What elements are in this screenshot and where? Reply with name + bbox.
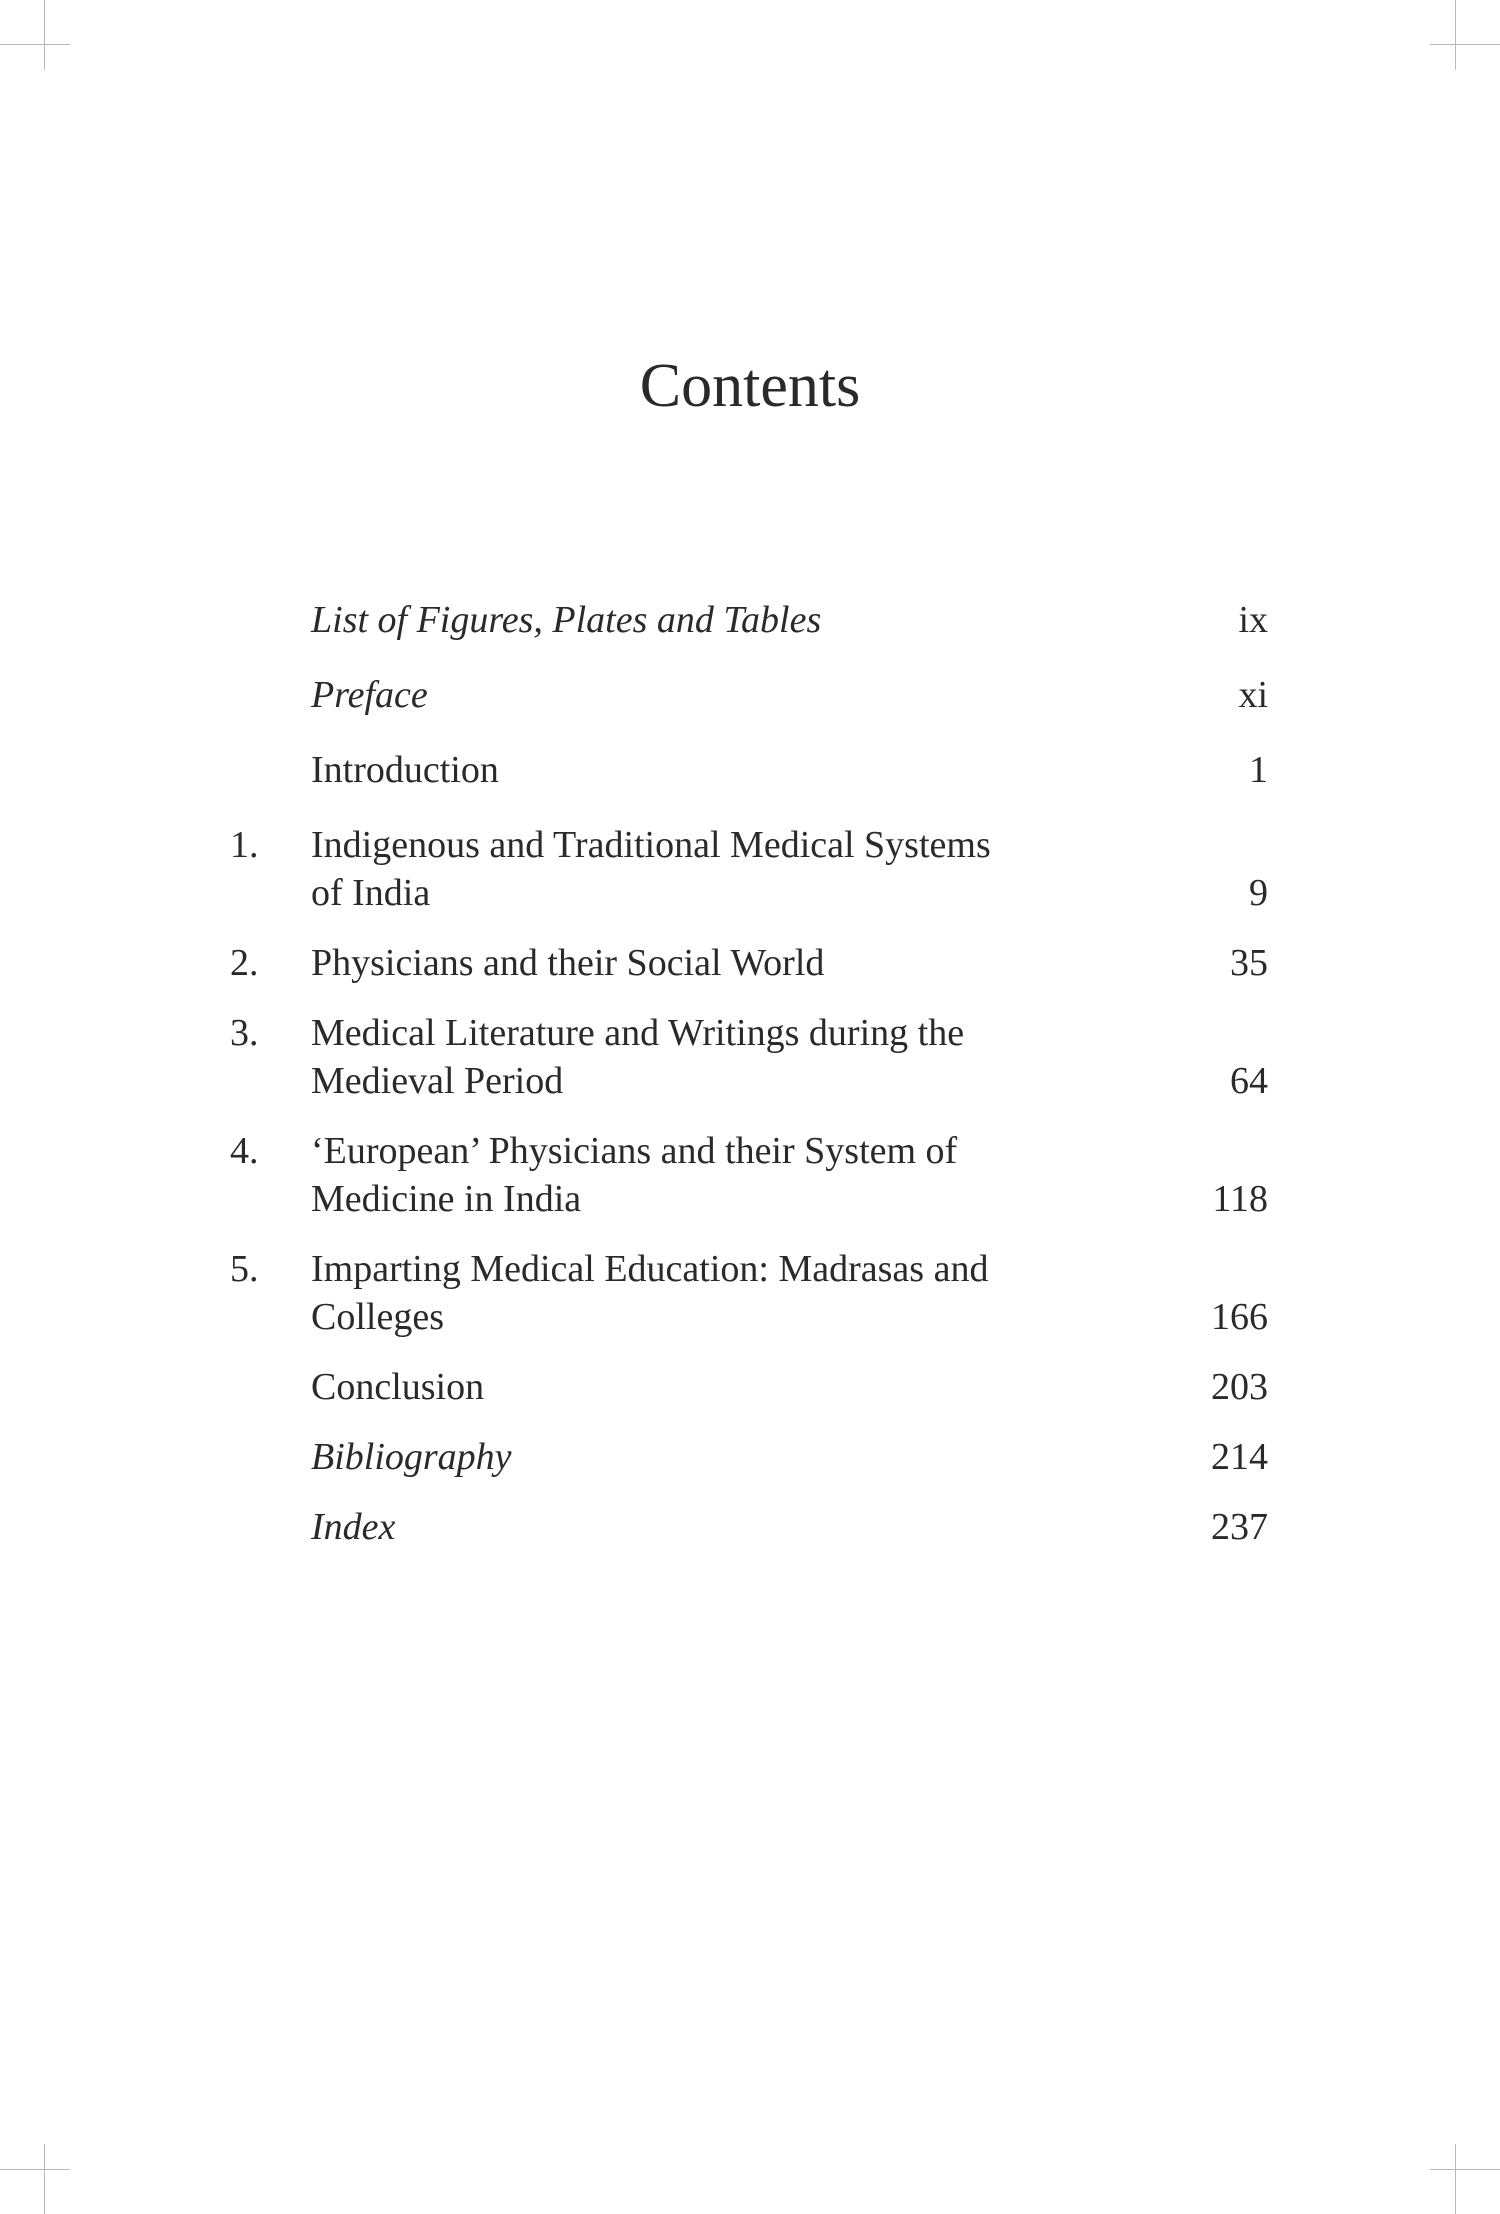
crop-mark [1455, 2144, 1456, 2214]
toc-entry-page-number: 214 [1211, 1436, 1268, 1478]
toc-entry-number: 5. [230, 1248, 259, 1290]
toc-entry-title-line: Colleges [311, 1296, 444, 1338]
toc-entry [230, 821, 1268, 917]
table-of-contents [230, 596, 1268, 1551]
toc-entry [230, 1433, 1268, 1481]
toc-entry-title-line: Conclusion [311, 1366, 485, 1408]
toc-entry-page-number: 237 [1211, 1506, 1268, 1548]
toc-entry-title-line: ‘European’ Physicians and their System of [311, 1130, 958, 1172]
toc-entry-title-line: Medicine in India [311, 1178, 582, 1220]
crop-mark [1455, 0, 1456, 70]
toc-entry-page-number: 203 [1211, 1366, 1268, 1408]
toc-entry-title [311, 1127, 1091, 1223]
toc-entry [230, 1245, 1268, 1341]
toc-entry-page-number: 35 [1230, 942, 1268, 984]
toc-entry-title-line: Medical Literature and Writings during the [311, 1012, 965, 1054]
crop-mark [44, 0, 45, 70]
toc-entry-title [311, 1503, 1091, 1551]
toc-entry-title-line: Introduction [311, 749, 499, 791]
toc-entry-title-line: of India [311, 872, 431, 914]
toc-entry-page-number: 166 [1211, 1296, 1268, 1338]
page-title: Contents [639, 352, 861, 420]
crop-mark [1430, 2169, 1500, 2170]
toc-entry-title [311, 1245, 1091, 1341]
toc-entry-number: 1. [230, 824, 259, 866]
toc-entry-title [311, 1009, 1091, 1105]
toc-entry-title-line: Preface [311, 674, 428, 716]
toc-entry [230, 596, 1268, 644]
toc-entry [230, 746, 1268, 794]
toc-entry-title-line: List of Figures, Plates and Tables [311, 599, 822, 641]
toc-entry-title [311, 939, 1091, 987]
toc-entry [230, 939, 1268, 987]
toc-entry-page-number: 9 [1249, 872, 1268, 914]
toc-entry-title-line: Indigenous and Traditional Medical Systems [311, 824, 991, 866]
toc-entry [230, 1009, 1268, 1105]
toc-entry-title [311, 1433, 1091, 1481]
toc-entry-title-line: Medieval Period [311, 1060, 564, 1102]
toc-entry-page-number: 1 [1249, 749, 1268, 791]
toc-entry [230, 1503, 1268, 1551]
crop-mark [0, 44, 70, 45]
toc-entry-page-number: ix [1238, 599, 1268, 641]
toc-entry-title [311, 821, 1091, 917]
toc-entry [230, 1363, 1268, 1411]
toc-entry-title-line: Bibliography [311, 1436, 512, 1478]
toc-entry-title-line: Index [311, 1506, 396, 1548]
toc-entry-title [311, 671, 1091, 719]
crop-mark [1430, 44, 1500, 45]
toc-entry-title-line: Physicians and their Social World [311, 942, 825, 984]
toc-entry-page-number: 64 [1230, 1060, 1268, 1102]
toc-entry-number: 4. [230, 1130, 259, 1172]
toc-entry-page-number: xi [1238, 674, 1268, 716]
toc-entry-title-line: Imparting Medical Education: Madrasas and [311, 1248, 989, 1290]
toc-entry-page-number: 118 [1212, 1178, 1268, 1220]
toc-entry-number: 3. [230, 1012, 259, 1054]
toc-entry-title [311, 596, 1091, 644]
crop-mark [44, 2144, 45, 2214]
toc-entry [230, 671, 1268, 719]
toc-entry-number: 2. [230, 942, 259, 984]
crop-mark [0, 2169, 70, 2170]
toc-entry-title [311, 1363, 1091, 1411]
toc-entry-title [311, 746, 1091, 794]
toc-entry [230, 1127, 1268, 1223]
